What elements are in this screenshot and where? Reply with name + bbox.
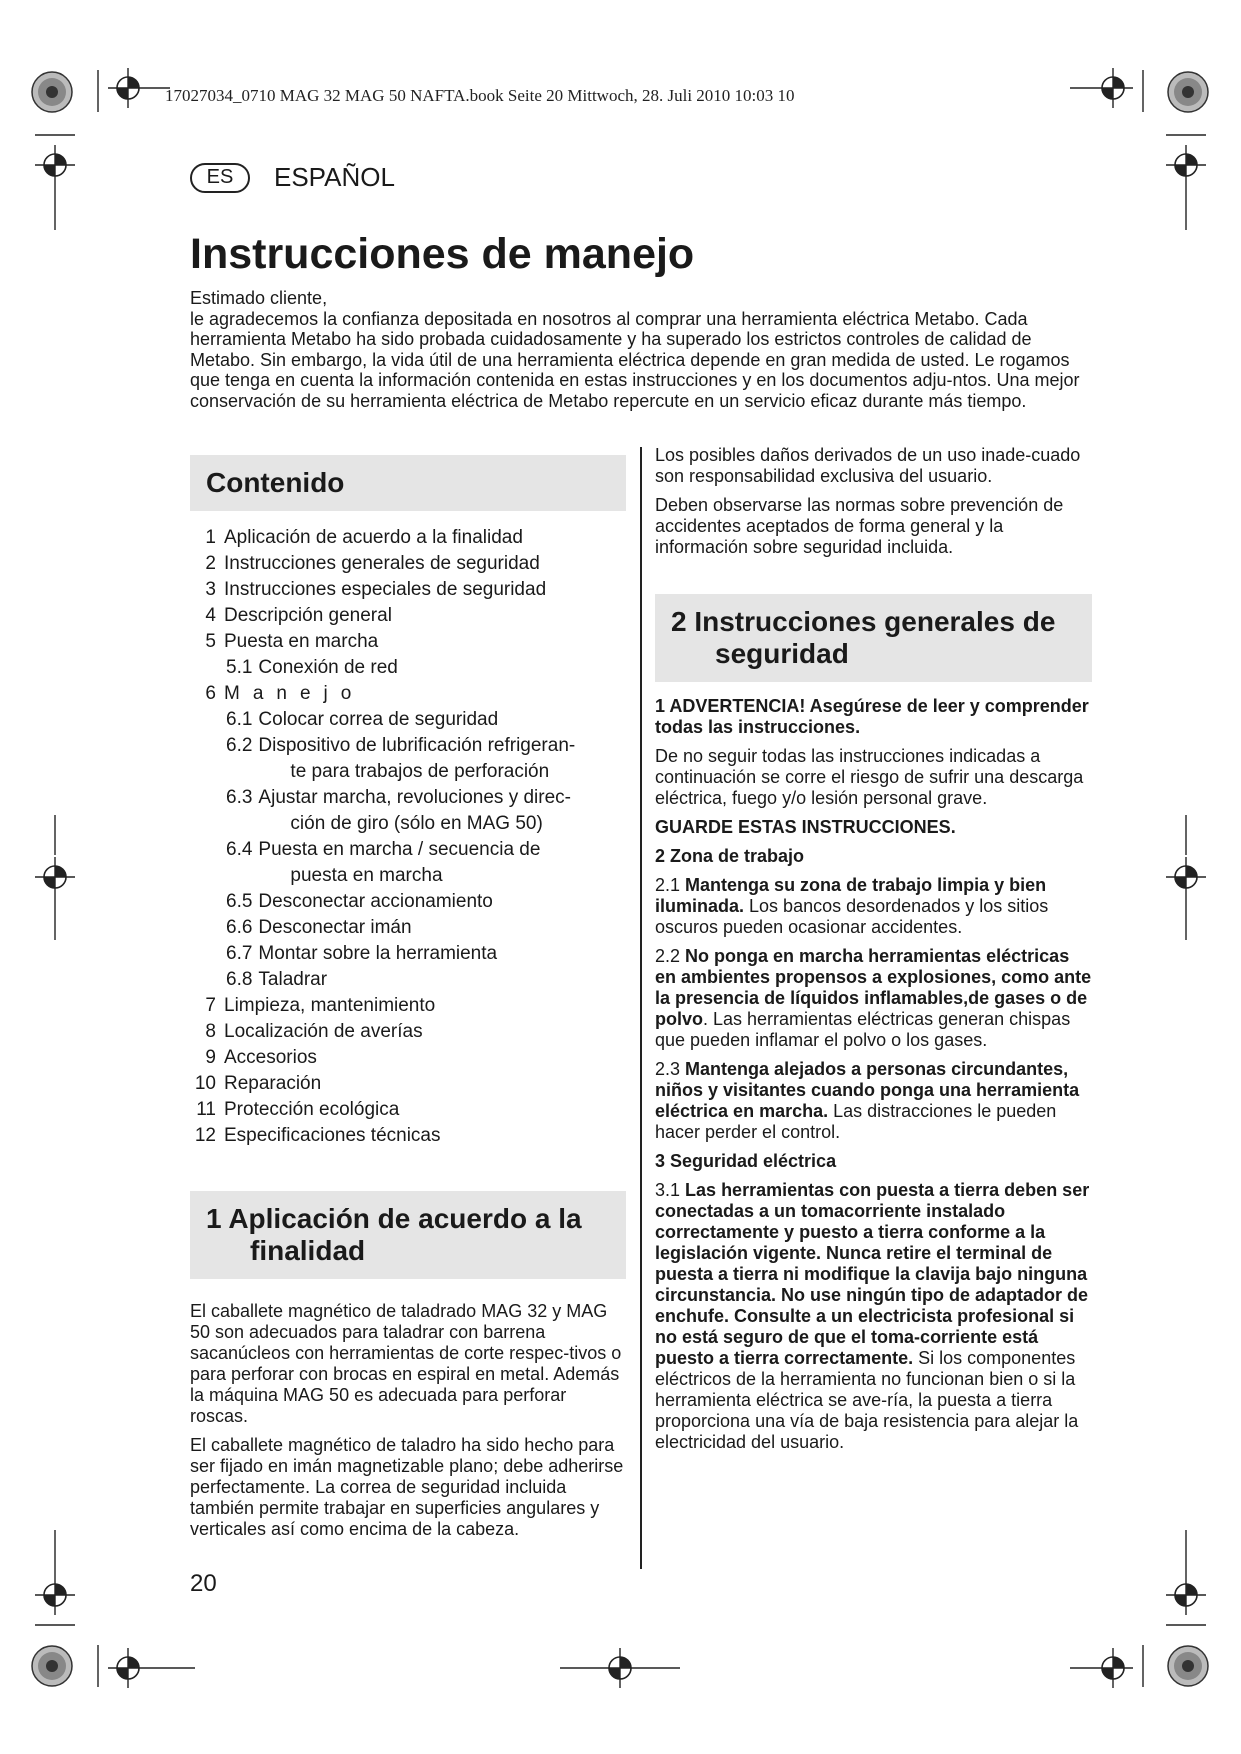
toc-item-text [224,629,378,655]
toc-item-number: 7 [205,995,216,1016]
item-number: 2.2 [655,946,681,966]
toc-item-label-continued: puesta en marcha [290,865,443,886]
right-paragraph-2: Deben observarse las normas sobre prevención de accidentes aceptados de forma general y la información sobre seguridad incluida. [655,495,1064,557]
toc-item-label: Instrucciones generales de seguridad [224,553,540,574]
toc-item [190,733,626,785]
toc-item-text [224,1071,321,1097]
toc-item-text [224,1097,399,1123]
toc-item-text [258,967,327,993]
toc-item [190,629,626,655]
item-number: 3.1 [655,1180,681,1200]
toc-item [190,681,626,707]
toc-item-text [224,993,435,1019]
toc-item-number: 6.5 [226,891,253,912]
color-target-icon [32,72,72,112]
toc-item-label: Colocar correa de seguridad [258,709,499,730]
table-of-contents [190,525,626,1149]
item-3-1 [655,1180,1092,1453]
toc-item-label: Puesta en marcha / secuencia de [258,839,541,860]
toc-item-number: 2 [205,553,216,574]
toc-item-number: 5.1 [226,657,253,678]
warning-text: De no seguir todas las instrucciones indicadas a continuación se corre el riesgo de sufrir una descarga eléctrica, fuego y/o lesión personal grave. [655,746,1084,808]
crosshair-icon [35,145,75,185]
toc-item-number: 6.6 [226,917,253,938]
toc-item-text [224,1045,317,1071]
work-area-heading: 2 Zona de trabajo [655,846,805,866]
color-target-icon [1168,1646,1208,1686]
toc-item-number: 1 [205,527,216,548]
toc-item-number: 9 [205,1047,216,1068]
toc-item [190,1097,626,1123]
toc-item-label: Dispositivo de lubrificación refrigeran- [258,735,576,756]
language-name: ESPAÑOL [274,162,395,192]
section1-heading [206,1203,610,1267]
item-text: Las distracciones le pueden hacer perder el control. [655,1101,1057,1142]
toc-item-text [258,785,571,837]
toc-item-label: Puesta en marcha [224,631,379,652]
item-bold-text: Las herramientas con puesta a tierra deben ser conectadas a un tomacorriente instalado correctamente y puesto a tierra conforme a la legislación vigente. Nunca retire el terminal de puesta a tierra ni modifique la clavija bajo ninguna circunstancia. No use ningún tipo de adaptador de enchufe. Consulte a un electricista profesional si no está seguro de que el toma-corriente está puesto a tierra correctamente. [655,1180,1090,1368]
toc-item-label-continued: ción de giro (sólo en MAG 50) [290,813,543,834]
toc-item-label: Reparación [224,1073,322,1094]
left-column [190,455,626,1548]
print-metadata: 17027034_0710 MAG 32 MAG 50 NAFTA.book Seite 20 Mittwoch, 28. Juli 2010 10:03 10 [165,86,795,105]
section2-heading-line1: 2 Instrucciones generales de [671,606,1056,637]
crosshair-icon [108,68,148,108]
toc-item [190,1123,626,1149]
toc-item-number: 4 [205,605,216,626]
toc-item-number: 6.8 [226,969,253,990]
item-number: 2.3 [655,1059,681,1079]
item-number: 2.1 [655,875,681,895]
toc-item-text [258,915,411,941]
language-badge: ES [190,163,250,193]
toc-item [190,577,626,603]
toc-item-number: 11 [196,1099,216,1120]
crosshair-icon [108,1648,148,1688]
crosshair-icon [1093,68,1133,108]
toc-item-label: Instrucciones especiales de seguridad [224,579,547,600]
warning-heading: 1 ADVERTENCIA! Asegúrese de leer y comprender todas las instrucciones. [655,696,1089,737]
item-bold-text: Mantenga su zona de trabajo limpia y bien iluminada. [655,875,1047,916]
toc-item-text [258,889,492,915]
toc-item-label: Desconectar accionamiento [258,891,493,912]
right-column [655,445,1092,1461]
keep-instructions: GUARDE ESTAS INSTRUCCIONES. [655,817,956,837]
toc-item [190,603,626,629]
section1-heading-line2: finalidad [250,1235,366,1266]
toc-item-label: Manejo [224,683,365,704]
contents-heading: Contenido [206,467,345,498]
color-target-icon [32,1646,72,1686]
item-text: Los bancos desordenados y los sitios oscuros pueden ocasionar accidentes. [655,896,1049,937]
toc-item-label: Localización de averías [224,1021,423,1042]
toc-item [190,785,626,837]
toc-item-label: Ajustar marcha, revoluciones y direc- [258,787,571,808]
crosshair-icon [600,1648,640,1688]
section2-heading-line2: seguridad [715,638,849,669]
section2-heading-box [655,594,1092,682]
crosshair-icon [35,1575,75,1615]
contents-heading-box [190,455,626,511]
toc-item-text [258,837,540,889]
toc-item-label: Especificaciones técnicas [224,1125,441,1146]
section2-heading [671,606,1076,670]
toc-item-number: 8 [205,1021,216,1042]
item-2-1 [655,875,1092,938]
crosshair-icon [1093,1648,1133,1688]
toc-item-label: Desconectar imán [258,917,412,938]
toc-item-label: Protección ecológica [224,1099,400,1120]
crosshair-icon [1166,1575,1206,1615]
toc-item-text [224,603,392,629]
item-2-2 [655,946,1092,1051]
toc-item-number: 3 [205,579,216,600]
electrical-safety-heading: 3 Seguridad eléctrica [655,1151,837,1171]
toc-item-number: 10 [194,1073,216,1094]
toc-item [190,551,626,577]
item-bold-text: No ponga en marcha herramientas eléctricas en ambientes propensos a explosiones, como ante la presencia de líquidos inflamables,de gases o de polvo [655,946,1092,1029]
toc-item [190,837,626,889]
toc-item-label: Montar sobre la herramienta [258,943,498,964]
toc-item [190,941,626,967]
toc-item [190,915,626,941]
toc-item-label: Descripción general [224,605,392,626]
toc-item-number: 12 [194,1125,216,1146]
intro-text [190,288,1095,411]
toc-item-number: 6.7 [226,943,253,964]
toc-item-text [258,733,575,785]
color-target-icon [1168,72,1208,112]
toc-item-number: 6 [205,683,216,704]
toc-item-text [258,655,397,681]
toc-item-text [224,551,540,577]
toc-item-number: 6.2 [226,735,253,756]
section1-paragraph-2: El caballete magnético de taladro ha sido hecho para ser fijado en imán magnetizable plano; debe adherirse perfectamente. La correa de seguridad incluida también permite trabajar en superficies angulares y verticales así como encima de la cabeza. [190,1435,624,1539]
section1-heading-box [190,1191,626,1279]
toc-item-number: 6.4 [226,839,253,860]
right-paragraph-1: Los posibles daños derivados de un uso inade-cuado son responsabilidad exclusiva del usuario. [655,445,1081,486]
column-divider [640,447,642,1569]
item-bold-text: Mantenga alejados a personas circundantes, niños y visitantes cuando ponga una herramienta eléctrica en marcha. [655,1059,1080,1121]
toc-item [190,655,626,681]
toc-item [190,1071,626,1097]
language-indicator [190,162,395,193]
toc-item [190,967,626,993]
toc-item-text [224,1123,441,1149]
toc-item-text [258,707,498,733]
toc-item-text [224,681,364,707]
toc-item [190,889,626,915]
toc-item-text [224,1019,423,1045]
crosshair-icon [1166,857,1206,897]
item-2-3 [655,1059,1092,1143]
crosshair-icon [35,857,75,897]
toc-item [190,1019,626,1045]
toc-item [190,525,626,551]
toc-item-text [224,525,523,551]
section1-heading-line1: 1 Aplicación de acuerdo a la [206,1203,582,1234]
section1-paragraph-1: El caballete magnético de taladrado MAG 32 y MAG 50 son adecuados para taladrar con barrena sacanúcleos con herramientas de corte respec-tivos o para perforar con brocas en espiral en metal. Además la máquina MAG 50 es adecuada para perforar roscas. [190,1301,622,1426]
toc-item-label: Accesorios [224,1047,317,1068]
toc-item-text [224,577,546,603]
page-number: 20 [190,1570,217,1597]
toc-item-text [258,941,497,967]
toc-item-number: 6.3 [226,787,253,808]
toc-item-number: 6.1 [226,709,253,730]
toc-item [190,707,626,733]
toc-item-label-continued: te para trabajos de perforación [290,761,550,782]
intro-paragraph: le agradecemos la confianza depositada en nosotros al comprar una herramienta eléctrica Metabo. Cada herramienta Metabo ha sido probada cuidadosamente y ha superado los estrictos controles de calidad de Metabo. Sin embargo, la vida útil de una herramienta eléctrica depende en gran medida de usted. Le rogamos que tenga en cuenta la información contenida en estas instrucciones y en los documentos adju-ntos. Una mejor conservación de su herramienta eléctrica de Metabo repercute en un servicio eficaz durante más tiempo. [190,308,1080,411]
toc-item-label: Taladrar [258,969,328,990]
toc-item-label: Aplicación de acuerdo a la finalidad [224,527,523,548]
toc-item-number: 5 [205,631,216,652]
toc-item [190,993,626,1019]
page-title: Instrucciones de manejo [190,230,695,278]
toc-item [190,1045,626,1071]
intro-greeting: Estimado cliente, [190,288,328,308]
item-text: . Las herramientas eléctricas generan chispas que pueden inflamar el polvo o los gases. [655,1009,1071,1050]
item-text: Si los componentes eléctricos de la herramienta no funcionan bien o si la herramienta eléctrica se ave-ría, la puesta a tierra proporciona una vía de baja resistencia para alejar la electricidad del usuario. [655,1348,1079,1452]
toc-item-label: Limpieza, mantenimiento [224,995,436,1016]
toc-item-label: Conexión de red [258,657,398,678]
crosshair-icon [1166,145,1206,185]
